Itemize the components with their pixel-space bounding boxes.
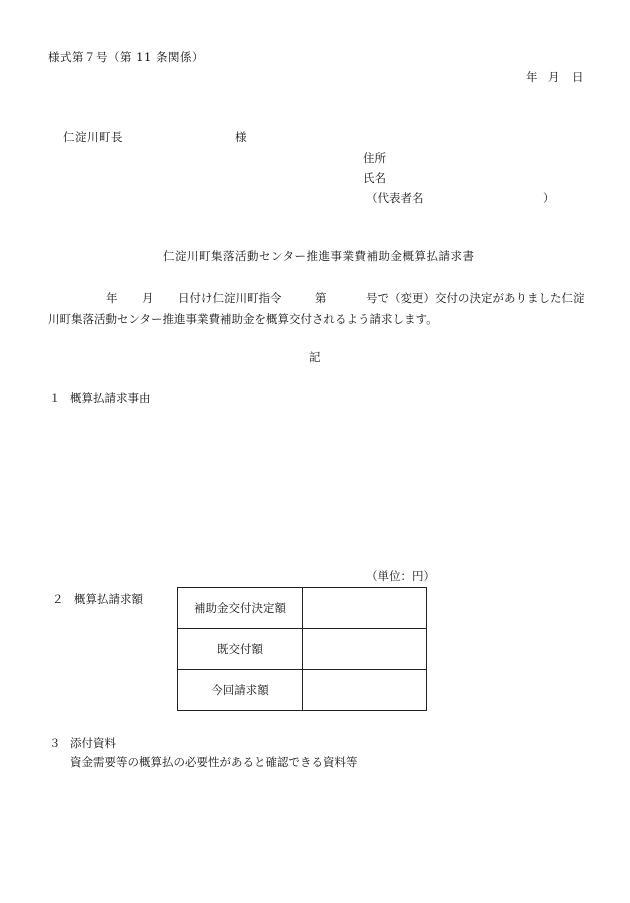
section-amount-number: ２ <box>52 592 64 606</box>
row-value-field[interactable] <box>303 670 427 711</box>
table-row <box>178 588 427 629</box>
table-row <box>178 670 427 711</box>
attachment-item: 資金需要等の概算払の必要性があると確認できる資料等 <box>70 755 358 769</box>
body-rest-line1: 号で（変更）交付の決定がありました仁淀 <box>366 291 585 305</box>
representative-close: ） <box>543 191 555 205</box>
date-year: 年 <box>526 70 538 84</box>
body-line2: 川町集落活動センター推進事業費補助金を概算交付されるよう請求します。 <box>48 312 438 326</box>
unit-label: （単位：円） <box>366 569 435 583</box>
section-reason-number: １ <box>49 391 61 405</box>
date-day: 日 <box>572 70 584 84</box>
addressee-name: 仁淀川町長 <box>63 130 123 144</box>
body-year: 年 <box>106 291 118 305</box>
table-row <box>178 629 427 670</box>
body-month: 月 <box>142 291 154 305</box>
body-dai: 第 <box>315 291 327 305</box>
section-attachments-label: 添付資料 <box>70 736 116 750</box>
row-value-field[interactable] <box>303 629 427 670</box>
section-reason-label: 概算払請求事由 <box>70 391 151 405</box>
address-label: 住所 <box>363 151 386 165</box>
amount-table <box>177 587 427 711</box>
representative-open: （代表者名 <box>366 191 424 205</box>
row-value-field[interactable] <box>303 588 427 629</box>
form-number: 様式第７号（第 11 条関係） <box>48 50 204 64</box>
section-attachments-number: ３ <box>49 736 61 750</box>
section-amount-label: 概算払請求額 <box>74 592 143 606</box>
row-label: 補助金交付決定額 <box>178 588 303 629</box>
date-month: 月 <box>548 70 560 84</box>
addressee-honorific: 様 <box>235 130 247 144</box>
body-dated-directive: 日付け仁淀川町指令 <box>178 291 282 305</box>
row-label: 今回請求額 <box>178 670 303 711</box>
ki-heading: 記 <box>309 350 321 364</box>
name-label: 氏名 <box>363 171 386 185</box>
document-title: 仁淀川町集落活動センター推進事業費補助金概算払請求書 <box>163 249 475 263</box>
row-label: 既交付額 <box>178 629 303 670</box>
